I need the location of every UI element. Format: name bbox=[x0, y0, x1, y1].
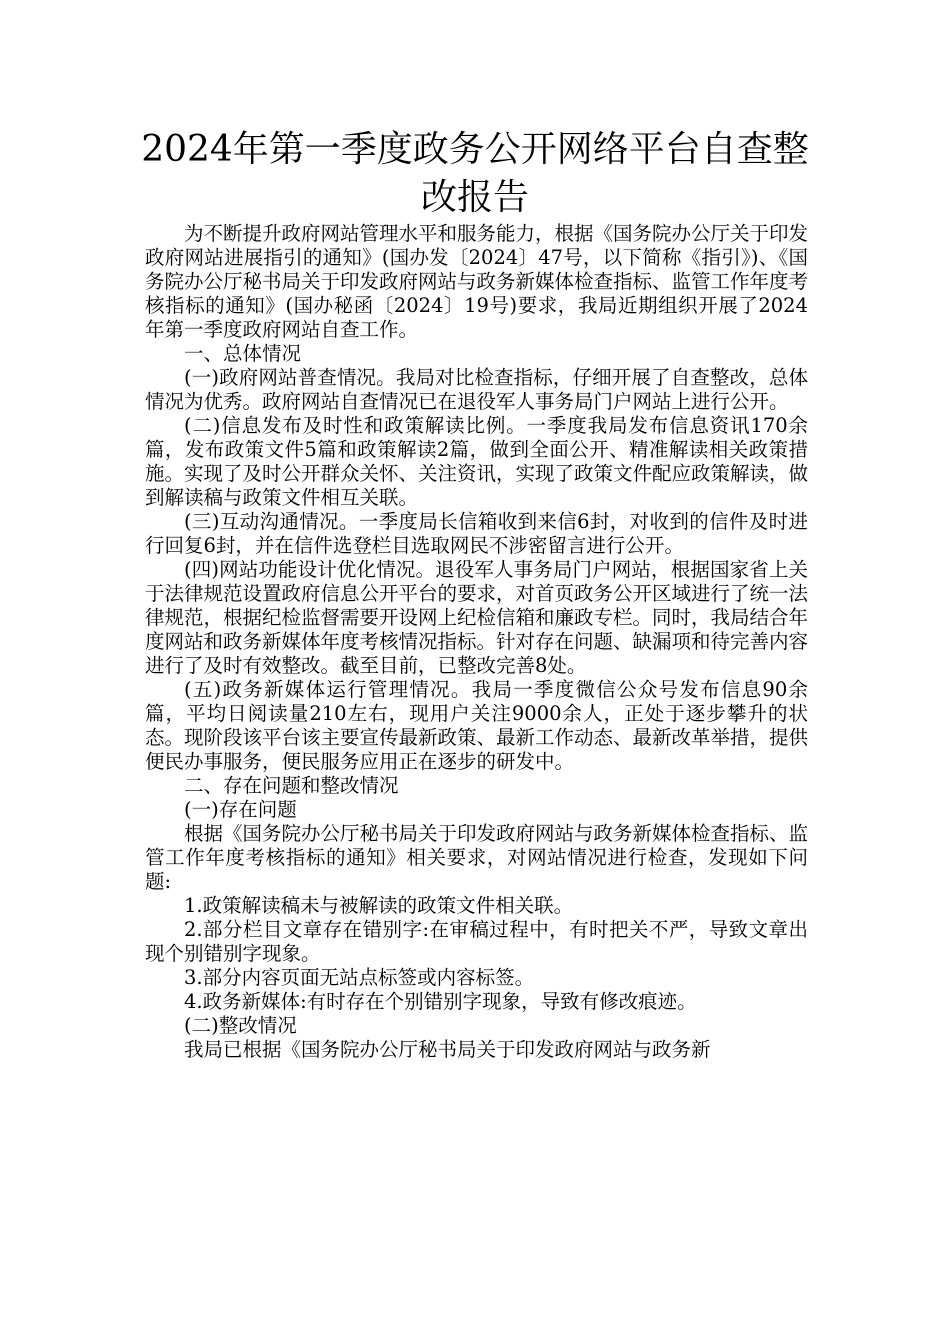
problem-item-4: 4.政务新媒体:有时存在个别错别字现象，导致有修改痕迹。 bbox=[184, 990, 697, 1013]
paragraph-function-optimization: (四)网站功能设计优化情况。退役军人事务局门户网站，根据国家省上关于法律规范设置政府信息公开平台的要求，对首页政务公开区域进行了统一法律规范，根据纪检监督需要开设网上纪检信箱和廉政专栏。同时，我局结合年度网站和政务新媒体年度考核情况指标。针对存在问题、缺漏项和待完善内容进行了及时有效整改。截至目前，已整改完善8处。 bbox=[145, 558, 809, 677]
problem-item-3: 3.部分内容页面无站点标签或内容标签。 bbox=[184, 966, 535, 989]
intro-paragraph: 为不断提升政府网站管理水平和服务能力，根据《国务院办公厅关于印发政府网站进展指引的通知》(国办发〔2024〕47号，以下简称《指引》)、《国务院办公厅秘书局关于印发政府网站与政务新媒体检查指标、监管工作年度考核指标的通知》(国办秘函〔2024〕19号)要求，我局近期组织开展了2024年第一季度政府网站自查工作。 bbox=[145, 222, 809, 341]
paragraph-problems-intro: 根据《国务院办公厅秘书局关于印发政府网站与政务新媒体检查指标、监管工作年度考核指标的通知》相关要求，对网站情况进行检查，发现如下问题: bbox=[145, 822, 809, 893]
paragraph-interaction: (三)互动沟通情况。一季度局长信箱收到来信6封，对收到的信件及时进行回复6封，并在信件选登栏目选取网民不涉密留言进行公开。 bbox=[145, 510, 808, 557]
problem-item-2: 2.部分栏目文章存在错别字:在审稿过程中，有时把关不严，导致文章出现个别错别字现象。 bbox=[145, 918, 808, 965]
paragraph-info-release: (二)信息发布及时性和政策解读比例。一季度我局发布信息资讯170余篇，发布政策文件5篇和政策解读2篇，做到全面公开、精准解读相关政策措施。实现了及时公开群众关怀、关注资讯，实现了政策文件配应政策解读，做到解读稿与政策文件相互关联。 bbox=[145, 414, 809, 509]
document-title: 2024年第一季度政务公开网络平台自查整改报告 bbox=[141, 129, 809, 218]
subheading-problems: (一)存在问题 bbox=[184, 798, 297, 821]
document-body bbox=[145, 222, 808, 1062]
problem-item-1: 1.政策解读稿未与被解读的政策文件相关联。 bbox=[184, 894, 574, 917]
subheading-rectification: (二)整改情况 bbox=[184, 1014, 297, 1037]
paragraph-new-media: (五)政务新媒体运行管理情况。我局一季度微信公众号发布信息90余篇，平均日阅读量210左右，现用户关注9000余人，正处于逐步攀升的状态。现阶段该平台该主要宣传最新政策、最新工作动态、最新改革举措，提供便民办事服务，便民服务应用正在逐步的研发中。 bbox=[145, 678, 809, 773]
paragraph-website-survey: (一)政府网站普查情况。我局对比检查指标，仔细开展了自查整改，总体情况为优秀。政府网站自查情况已在退役军人事务局门户网站上进行公开。 bbox=[145, 366, 808, 413]
paragraph-rectification: 我局已根据《国务院办公厅秘书局关于印发政府网站与政务新 bbox=[184, 1038, 711, 1061]
section-heading-problems: 二、存在问题和整改情况 bbox=[184, 774, 399, 797]
section-heading-overview: 一、总体情况 bbox=[184, 342, 302, 365]
